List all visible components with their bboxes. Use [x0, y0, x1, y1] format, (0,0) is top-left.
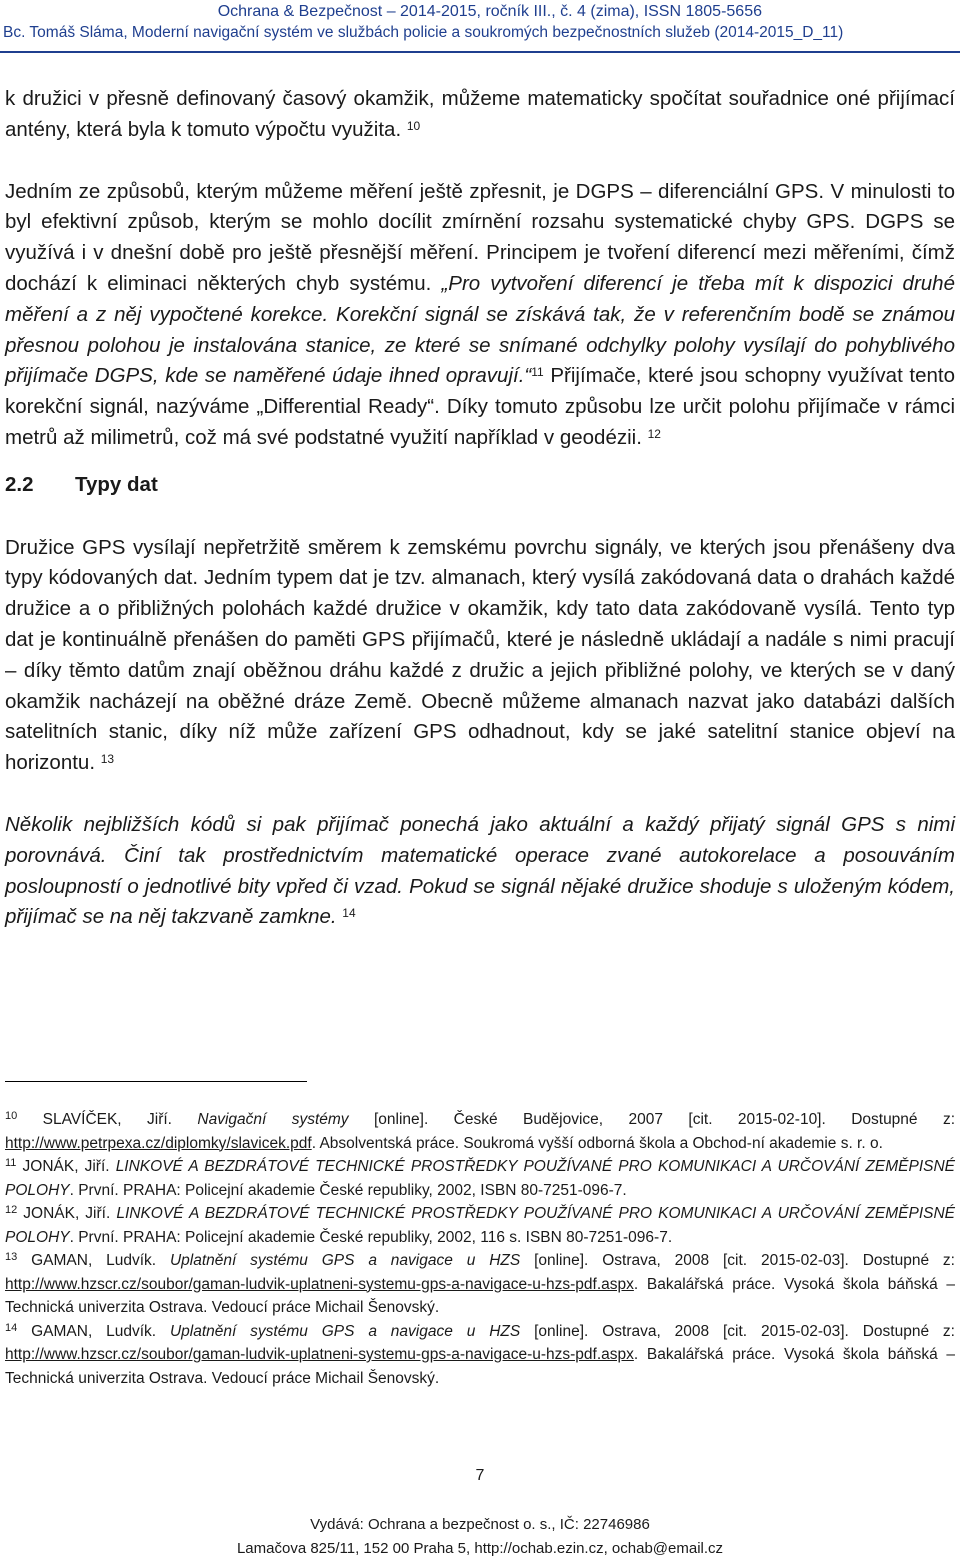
footnote-link[interactable]: http://www.hzscr.cz/soubor/gaman-ludvik-uplatneni-systemu-gps-a-navigace-u-hzs-pdf.aspx — [5, 1275, 634, 1293]
footnote: $^{12}$ JONÁK, Jiří. LINKOVÉ A BEZDRÁTOVÉ TECHNICKÉ PROSTŘEDKY POUŽÍVANÉ PRO KOMUNIKACI A URČOVÁNÍ ZEMĚPISNÉ POLOHY. První. PRAHA: Policejní akademie České republiky, 2002, 116 s. ISBN 80-7251-096-7. — [5, 1204, 956, 1246]
main-text — [5, 84, 955, 933]
footnote: $^{14}$ GAMAN, Ludvík. Uplatnění systému GPS a navigace u HZS [online]. Ostrava, 2008 [cit. 2015-02-03]. Dostupné z: http://www.hzscr.cz/soubor/gaman-ludvik-uplatneni-systemu-gps-a-navigace-u-hzs-pdf.aspx. Bakalářská práce. Vysoká škola báňská – Technická univerzita Ostrava. Vedoucí práce Michail Šenovský. — [5, 1321, 955, 1387]
footnote-ref: 11 — [531, 365, 544, 380]
paragraph-italic: Několik nejbližších kódů si pak přijímač ponechá jako aktuální a každý přijatý signál GPS s nimi porovnává. Činí tak prostřednictvím matematické operace zvané autokorelace a posouváním posloupností o jednotlivé bity vpřed či vzad. Pokud se signál nějaké družice shoduje s uloženým kódem, přijímač se na něj takzvaně zamkne. $^{14}$ — [5, 812, 955, 929]
footnote: $^{11}$ JONÁK, Jiří. LINKOVÉ A BEZDRÁTOVÉ TECHNICKÉ PROSTŘEDKY POUŽÍVANÉ PRO KOMUNIKACI A URČOVÁNÍ ZEMĚPISNÉ POLOHY. První. PRAHA: Policejní akademie České republiky, 2002, ISBN 80-7251-096-7. — [5, 1157, 956, 1199]
footnote: $^{10}$ SLAVÍČEK, Jiří. Navigační systémy [online]. České Budějovice, 2007 [cit. 2015-02-10]. Dostupné z: http://www.petrpexa.cz/diplomky/slavicek.pdf. Absolventská práce. Soukromá vyšší odborná škola a Obchod-ní akademie s. r. o. — [5, 1110, 956, 1152]
publisher-line: Vydává: Ochrana a bezpečnost o. s., IČ: 22746986 — [310, 1516, 650, 1533]
page-number: 7 — [475, 1467, 485, 1484]
address-line: Lamačova 825/11, 152 00 Praha 5, http://ochab.ezin.cz, ochab@email.cz — [236, 1540, 724, 1557]
section-title: Typy dat — [75, 472, 158, 496]
footnote-ref: 12 — [647, 426, 661, 441]
footnote-ref: 13 — [100, 752, 115, 767]
paragraph: k družici v přesně definovaný časový okamžik, můžeme matematicky spočítat souřadnice oné přijímací antény, která byla k tomuto výpočtu využita. $^{10}$ — [5, 87, 955, 141]
article-header-line: Bc. Tomáš Sláma, Moderní navigační systém ve službách policie a soukromých bezpečnostních služeb (2014-2015_D_11) — [3, 24, 844, 41]
page-footer — [0, 1513, 960, 1561]
footnotes — [5, 1108, 955, 1390]
footnote-ref: 14 — [342, 906, 356, 921]
paragraph: Jedním ze způsobů, kterým můžeme měření ještě zpřesnit, je DGPS – diferenciální GPS. V minulosti to byl efektivní způsob, kterým se mohlo docílit zmírnění rozsahu systematické chyby GPS. DGPS se využívá i v dnešní době pro ještě přesnější měření. Principem je tvoření diferencí mezi měřeními, čímž dochází k eliminaci některých chyb systému. „Pro vytvoření diferencí je třeba mít k dispozici druhé měření a z něj vypočtené korekce. Korekční signál se získává tak, že v referenčním bodě se známou přesnou polohou je instalována stanice, ze které se snímané odchylky polohy vysílají do pohyblivého přijímače DGPS, kde se naměřené údaje ihned opravují.“$^{11}$ Přijímače, které jsou schopny využívat tento korekční signál, nazýváme „Differential Ready“. Díky tomuto způsobu lze určit polohu přijímače v rámci metrů až milimetrů, což má své podstatné využití například v geodézii. $^{12}$ — [5, 179, 955, 449]
paragraph: Družice GPS vysílají nepřetržitě směrem k zemskému povrchu signály, ve kterých jsou přenášeny dva typy kódovaných dat. Jedním typem dat je tzv. almanach, který vysílá zakódovaná data o drahách každé družice a o přibližných polohách každé družice v okamžik, kdy tato data zakódovaně vysílá. Tento typ dat je kontinuálně přenášen do paměti GPS přijímačů, které je následně ukládají a nadále s nimi pracují – díky těmto datům znají oběžnou dráhu každé z družic a jejich přibližné polohy, ve kterých se v daný okamžik nacházejí na oběžné dráze Země. Obecně můžeme almanach nazvat jako databázi dalších satelitních stanic, díky níž může zařízení GPS odhadnout, kdy se jaké satelitní stanice objeví na horizontu. $^{13}$ — [5, 535, 955, 775]
footnote-separator — [5, 1081, 307, 1082]
page-header — [0, 0, 960, 52]
quotation: „Pro vytvoření diferencí je třeba mít k dispozici druhé měření a z něj vypočtené korekce. Korekční signál se získává tak, že v referenčním bodě se známou přesnou polohou je instalována stanice, ze které se snímané odchylky polohy vysílají do pohyblivého přijímače DGPS, kde se naměřené údaje ihned opravují.“ — [5, 271, 955, 388]
footnote-ref: 10 — [406, 118, 421, 133]
journal-header-line: Ochrana & Bezpečnost – 2014-2015, ročník III., č. 4 (zima), ISSN 1805-5656 — [217, 3, 762, 20]
footnote: $^{13}$ GAMAN, Ludvík. Uplatnění systému GPS a navigace u HZS [online]. Ostrava, 2008 [cit. 2015-02-03]. Dostupné z: http://www.hzscr.cz/soubor/gaman-ludvik-uplatneni-systemu-gps-a-navigace-u-hzs-pdf.aspx. Bakalářská práce. Vysoká škola báňská – Technická univerzita Ostrava. Vedoucí práce Michail Šenovský. — [5, 1251, 955, 1316]
section-number: 2.2 — [5, 472, 34, 496]
footnote-link[interactable]: http://www.petrpexa.cz/diplomky/slavicek.pdf — [5, 1134, 312, 1152]
footnote-link[interactable]: http://www.hzscr.cz/soubor/gaman-ludvik-uplatneni-systemu-gps-a-navigace-u-hzs-pdf.aspx — [5, 1346, 634, 1363]
header-divider — [0, 51, 960, 53]
section-heading — [5, 470, 955, 501]
